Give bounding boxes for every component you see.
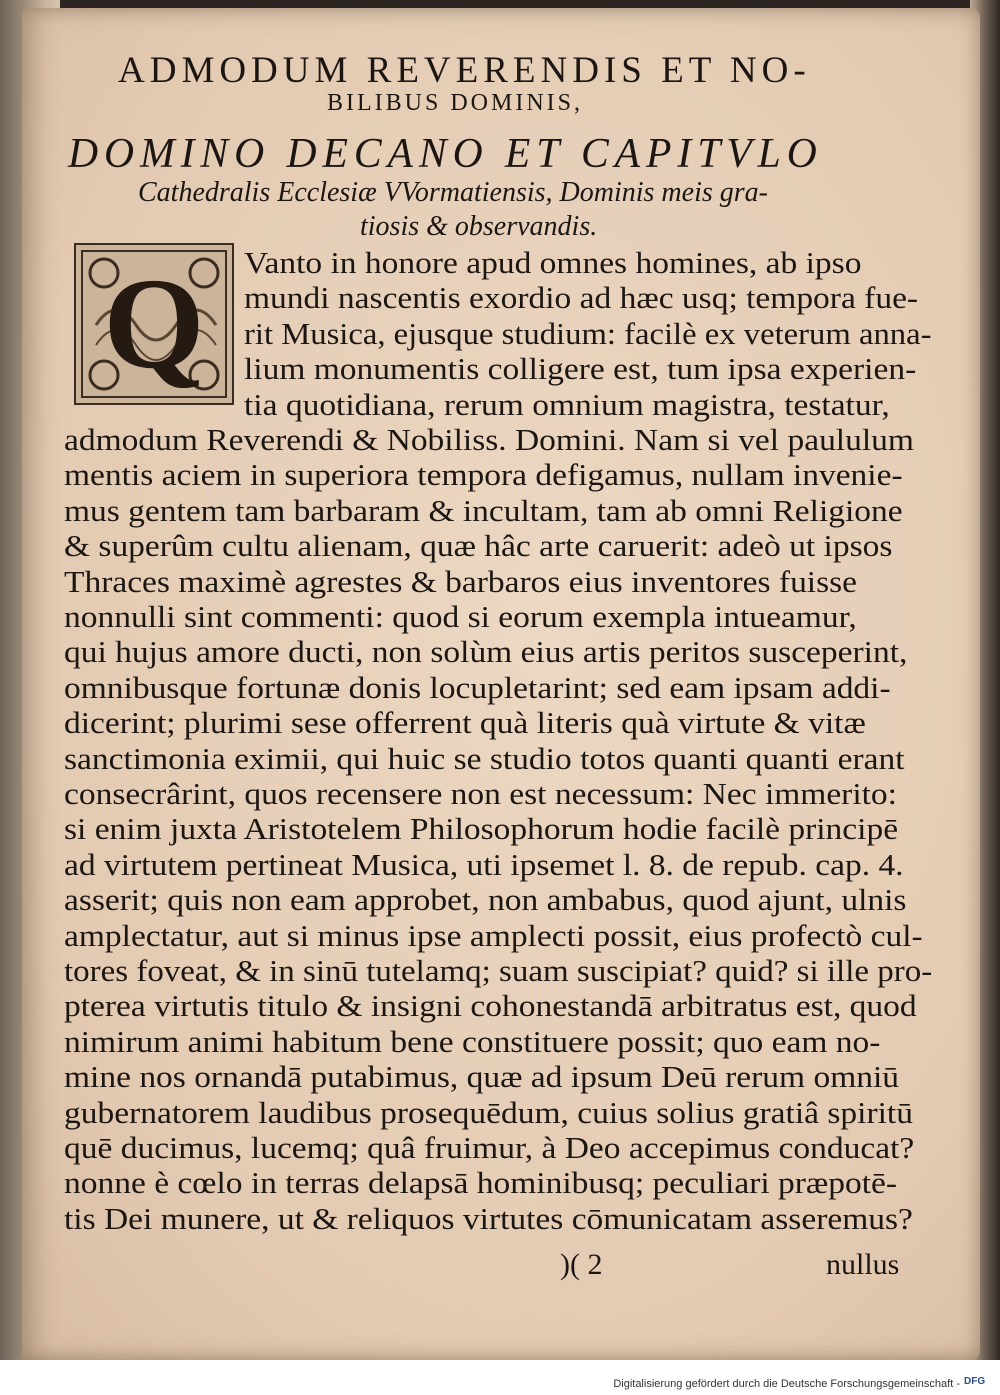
text-line: rit Musica, ejusque studium: facilè ex veterum anna- bbox=[244, 315, 932, 351]
text-line: quē ducimus, lucemq; quâ fruimur, à Deo accepimus conducat? bbox=[64, 1130, 915, 1165]
heading-line-5: tiosis & observandis. bbox=[360, 211, 598, 242]
heading-line-4: Cathedralis Ecclesiæ VVormatiensis, Dominis meis gra- bbox=[138, 177, 768, 208]
text-line: Thraces maximè agrestes & barbaros eius inventores fuisse bbox=[64, 563, 858, 599]
catchword: nullus bbox=[826, 1248, 900, 1281]
text-line: dicerint; plurimi sese offerrent quà literis quà virtute & vitæ bbox=[64, 705, 866, 741]
text-line: tis Dei munere, ut & reliquos virtutes cōmunicatam asseremus? bbox=[64, 1200, 913, 1236]
text-line: pterea virtutis titulo & insigni cohonestandā arbitratus est, quod bbox=[64, 988, 917, 1024]
decorated-initial bbox=[74, 243, 234, 405]
text-line: & superûm cultu alienam, quæ hâc arte caruerit: adeò ut ipsos bbox=[64, 528, 893, 564]
text-line: qui hujus amore ducti, non solùm eius artis peritos susceperint, bbox=[64, 634, 908, 670]
text-line: si enim juxta Aristotelem Philosophorum hodie facilè principē bbox=[64, 811, 899, 847]
text-line: nonne è cœlo in terras delapsā hominibusq; peculiari præpotē- bbox=[64, 1165, 898, 1201]
initial-letter: Q bbox=[103, 252, 205, 396]
dfg-logo: DFG bbox=[964, 1376, 986, 1387]
text-line: mine nos ornandā putabimus, quæ ad ipsum Deū rerum omniū bbox=[64, 1059, 900, 1095]
text-line: mus gentem tam barbaram & incultam, tam ab omni Religione bbox=[64, 492, 903, 528]
text-line: tores foveat, & in sinū tutelamq; suam suscipiat? quid? si ille pro- bbox=[64, 953, 933, 988]
text-line: mundi nascentis exordio ad hæc usq; tempora fue- bbox=[244, 280, 919, 316]
signature-mark: )( 2 bbox=[560, 1248, 603, 1281]
heading-line-2: BILIBUS DOMINIS, bbox=[327, 90, 584, 116]
text-line: nonnulli sint commenti: quod si eorum exempla intueamur, bbox=[64, 599, 857, 634]
text-line: mentis aciem in superiora tempora defigamus, nullam invenie- bbox=[64, 457, 903, 493]
text-line: Vanto in honore apud omnes homines, ab ipso bbox=[244, 245, 862, 280]
text-line: consecrârint, quos recensere non est necessum: Nec immerito: bbox=[64, 776, 897, 811]
text-line: amplectatur, aut si minus ipse amplecti possit, eius profectò cul- bbox=[64, 917, 923, 953]
text-line: lium monumentis colligere est, tum ipsa experien- bbox=[244, 351, 917, 387]
heading-line-3: DOMINO DECANO ET CAPITVLO bbox=[68, 131, 823, 177]
text-line: ad virtutem pertineat Musica, uti ipsemet l. 8. de repub. cap. 4. bbox=[64, 846, 904, 882]
text-line: admodum Reverendi & Nobiliss. Domini. Nam si vel paululum bbox=[64, 422, 914, 457]
text-line: sanctimonia eximii, qui huic se studio totos quanti quanti erant bbox=[64, 740, 905, 776]
text-line: omnibusque fortunæ donis locupletarint; sed eam ipsam addi- bbox=[64, 669, 891, 705]
footer-credit: Digitalisierung gefördert durch die Deutsche Forschungsgemeinschaft - bbox=[613, 1378, 960, 1390]
heading-line-1: ADMODUM REVERENDIS ET NO- bbox=[118, 50, 811, 91]
text-line: asserit; quis non eam approbet, non ambabus, quod ajunt, ulnis bbox=[64, 882, 907, 918]
text-line: nimirum animi habitum bene constituere possit; quo eam no- bbox=[64, 1023, 881, 1059]
text-line: gubernatorem laudibus prosequēdum, cuius solius gratiâ spiritū bbox=[64, 1094, 913, 1130]
text-line: tia quotidiana, rerum omnium magistra, testatur, bbox=[244, 386, 890, 422]
